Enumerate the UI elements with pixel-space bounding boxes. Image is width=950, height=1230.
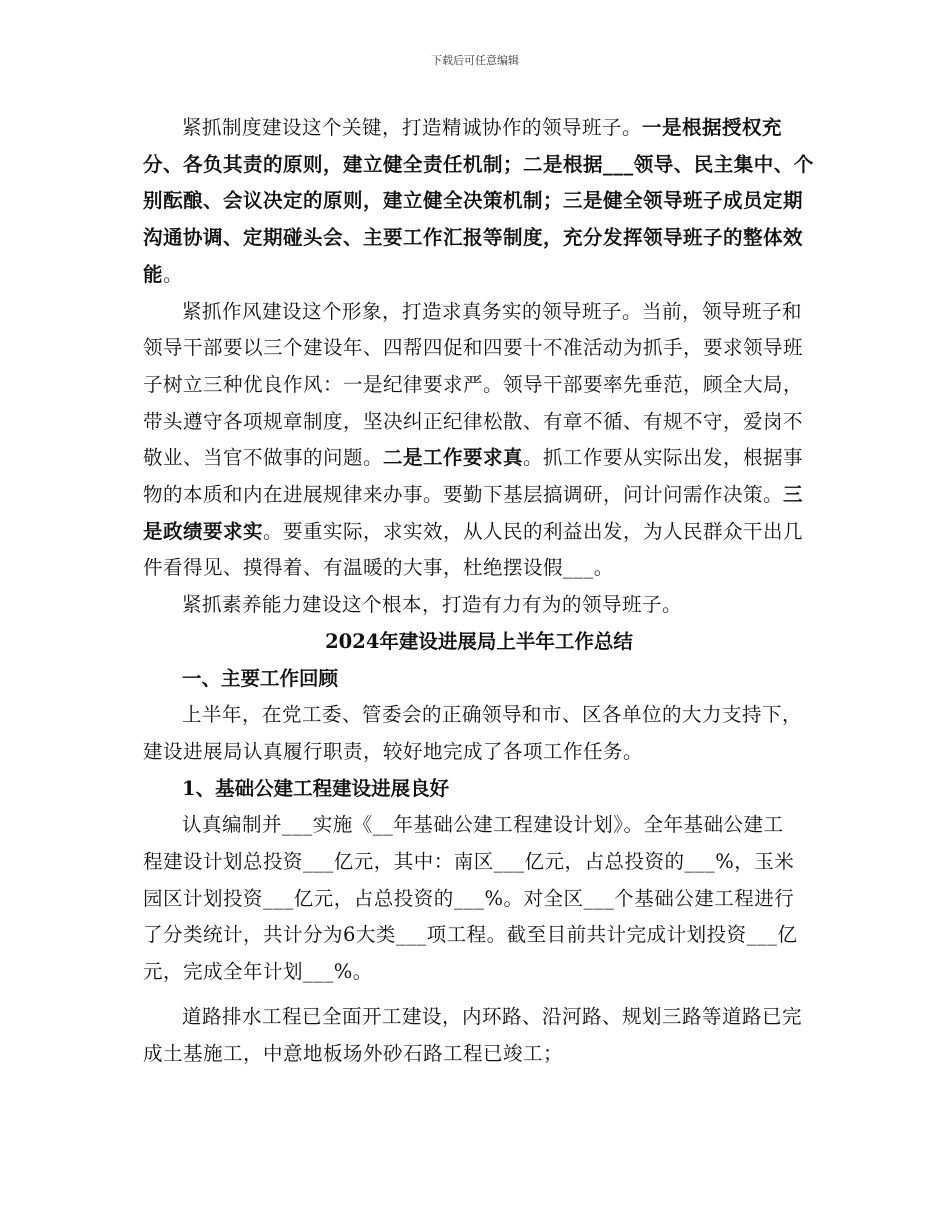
- paragraph-intro: 上半年，在党工委、管委会的正确领导和市、区各单位的大力支持下，建设进展局认真履行职责，较好地完成了各项工作任务。: [143, 703, 803, 763]
- paragraph-bold-text: 一是根据授权充分、各负其责的原则，建立健全责任机制；二是根据___领导、民主集中、个别酝酿、会议决定的原则，建立健全决策机制；三是健全领导班子成员定期沟通协调、定期碰头会、主要工作汇报等制度，充分发挥领导班子的整体效能: [143, 116, 814, 286]
- subsection-heading: 1、基础公建工程建设进展良好: [182, 776, 450, 800]
- paragraph-system-building: [143, 110, 815, 294]
- document-body: [143, 110, 815, 1072]
- paragraph-style-building: [143, 294, 815, 588]
- paragraph-plan: 认真编制并___实施《__年基础公建工程建设计划》。全年基础公建工程建设计划总投资___亿元，其中：南区___亿元，占总投资的___%，玉米园区计划投资___亿元，占总投资的___%。对全区___个基础公建工程进行了分类统计，共计分为6大类___项工程。截至目前共计完成计划投资___亿元，完成全年计划___%。: [143, 813, 798, 984]
- page-header: 下载后可任意编辑: [431, 54, 519, 67]
- paragraph-text: 。: [163, 262, 184, 286]
- paragraph-text: 紧抓制度建设这个关键，打造精诚协作的领导班子。: [182, 116, 643, 139]
- paragraph-gap: [143, 991, 815, 999]
- paragraph-bold-text: 三是政绩要求实: [143, 483, 804, 543]
- document-title: 2024年建设进展局上半年工作总结: [325, 629, 633, 653]
- section-heading: 一、主要工作回顾: [182, 666, 339, 690]
- paragraph-text: 。抓工作要从实际出发，根据事物的本质和内在进展规律来办事。要勤下基层搞调研，问计问需作决策。: [143, 446, 804, 507]
- paragraph-ability-building: 紧抓素养能力建设这个根本，打造有力有为的领导班子。: [182, 593, 683, 617]
- paragraph-bold-text: 二是工作要求真: [383, 446, 524, 470]
- paragraph-text: 紧抓作风建设这个形象，打造求真务实的领导班子。当前，领导班子和领导干部要以三个建设年、四帮四促和四要十不准活动为抓手，要求领导班子树立三种优良作风：一是纪律要求严。领导干部要率先垂范，顾全大局，带头遵守各项规章制度，坚决纠正纪律松散、有章不循、有规不守，爱岗不敬业、当官不做事的问题。: [143, 299, 804, 470]
- paragraph-roads: 道路排水工程已全面开工建设，内环路、沿河路、规划三路等道路已完成土基施工，中意地板场外砂石路工程已竣工；: [143, 1004, 803, 1065]
- paragraph-text: 。要重实际，求实效，从人民的利益出发，为人民群众干出几件看得见、摸得着、有温暖的大事，杜绝摆设假___。: [143, 519, 804, 580]
